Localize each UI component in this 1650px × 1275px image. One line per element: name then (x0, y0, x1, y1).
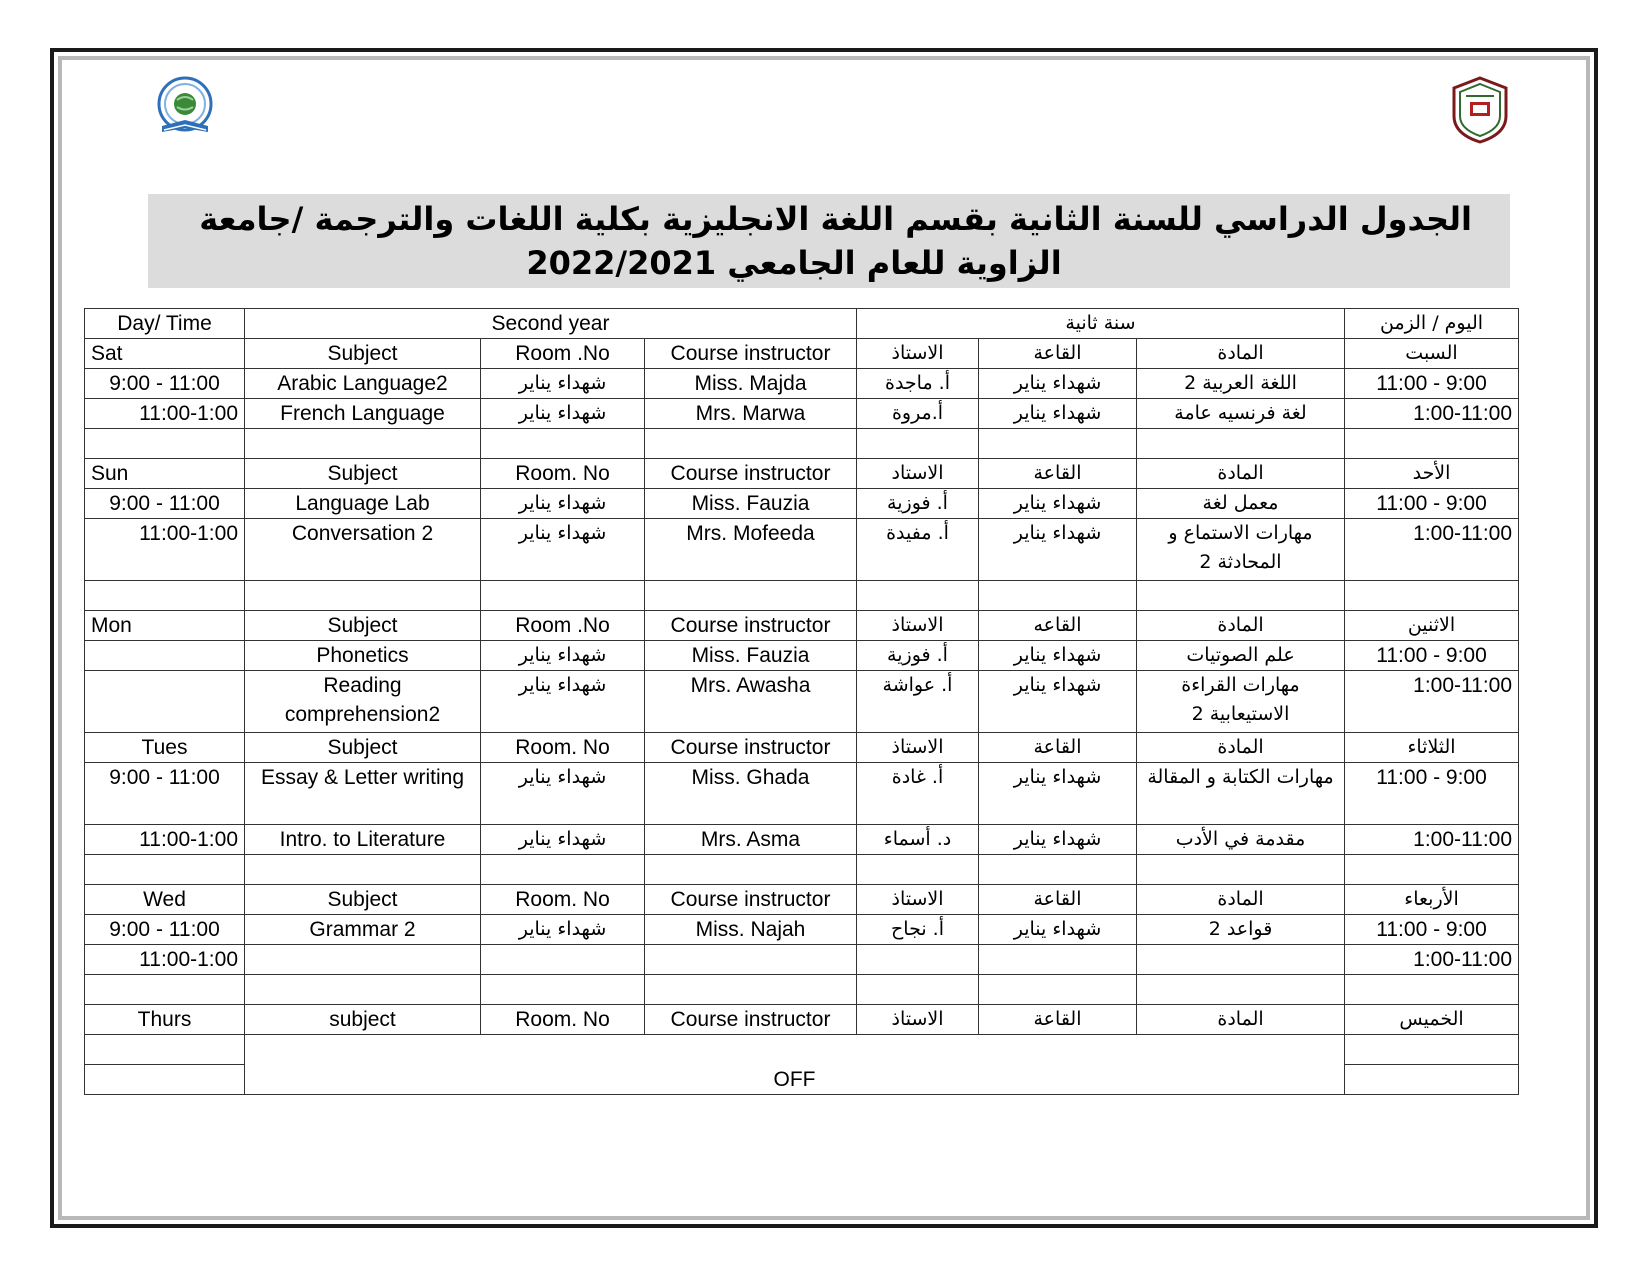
table-cell: 1:00-11:00 (1345, 945, 1519, 975)
table-cell: شهداء يناير (481, 915, 645, 945)
table-cell: شهداء يناير (481, 519, 645, 581)
table-cell: Course instructor (645, 611, 857, 641)
table-cell: Sat (85, 339, 245, 369)
day-header-row (85, 459, 1519, 489)
table-row (85, 915, 1519, 945)
table-cell (481, 945, 645, 975)
table-cell: Tues (85, 733, 245, 763)
title-line-1: الجدول الدراسي للسنة الثانية بقسم اللغة الانجليزية بكلية اللغات والترجمة /جامعة (199, 200, 1472, 238)
table-cell: القاعة (979, 733, 1137, 763)
table-cell: Course instructor (645, 885, 857, 915)
day-header-row (85, 339, 1519, 369)
table-row (85, 945, 1519, 975)
table-cell: شهداء يناير (481, 641, 645, 671)
table-cell: Course instructor (645, 459, 857, 489)
table-row (85, 763, 1519, 825)
table-cell: القاعة (979, 885, 1137, 915)
table-cell: 11:00 - 9:00 (1345, 489, 1519, 519)
title-line-2: الزاوية للعام الجامعي 2022/2021 (526, 244, 1062, 282)
table-cell: مهارات القراءة الاستيعابية 2 (1137, 671, 1345, 733)
schedule-table (84, 308, 1519, 1095)
table-cell: الأحد (1345, 459, 1519, 489)
table-cell: شهداء يناير (979, 519, 1137, 581)
table-cell: شهداء يناير (979, 489, 1137, 519)
table-cell: Miss. Najah (645, 915, 857, 945)
table-cell: Miss. Fauzia (645, 489, 857, 519)
table-cell (857, 945, 979, 975)
table-cell: Arabic Language2 (245, 369, 481, 399)
table-cell: الاستاذ (857, 611, 979, 641)
table-cell: أ. ماجدة (857, 369, 979, 399)
table-row (85, 519, 1519, 581)
table-cell: أ. عواشة (857, 671, 979, 733)
table-cell: Course instructor (645, 1005, 857, 1035)
table-cell: Phonetics (245, 641, 481, 671)
table-cell: Subject (245, 611, 481, 641)
table-cell (245, 945, 481, 975)
table-row (85, 825, 1519, 855)
header-cell: Day/ Time (85, 309, 245, 339)
table-cell: Room. No (481, 1005, 645, 1035)
table-cell: الخميس (1345, 1005, 1519, 1035)
table-cell: Mrs. Marwa (645, 399, 857, 429)
faculty-logo (150, 76, 220, 140)
table-cell: Mon (85, 611, 245, 641)
table-cell: Room .No (481, 611, 645, 641)
table-cell: Grammar 2 (245, 915, 481, 945)
table-cell: 1:00-11:00 (1345, 825, 1519, 855)
table-cell: 11:00 - 9:00 (1345, 915, 1519, 945)
table-cell: 9:00 - 11:00 (85, 763, 245, 825)
table-cell: شهداء يناير (979, 671, 1137, 733)
table-cell: قواعد 2 (1137, 915, 1345, 945)
table-cell: شهداء يناير (481, 489, 645, 519)
table-cell: شهداء يناير (481, 399, 645, 429)
table-cell: Intro. to Literature (245, 825, 481, 855)
header-cell: سنة ثانية (857, 309, 1345, 339)
table-header-row (85, 309, 1519, 339)
table-cell: Room. No (481, 459, 645, 489)
table-cell: القاعة (979, 339, 1137, 369)
table-cell (85, 671, 245, 733)
table-cell: شهداء يناير (979, 399, 1137, 429)
table-cell: السبت (1345, 339, 1519, 369)
table-cell: Mrs. Mofeeda (645, 519, 857, 581)
spacer-row (85, 975, 1519, 1005)
table-cell: شهداء يناير (979, 825, 1137, 855)
table-cell: 11:00-1:00 (85, 519, 245, 581)
table-cell: القاعه (979, 611, 1137, 641)
table-cell: Reading comprehension2 (245, 671, 481, 733)
table-cell: 11:00 - 9:00 (1345, 763, 1519, 825)
table-cell: أ. نجاح (857, 915, 979, 945)
table-cell (1345, 1035, 1519, 1065)
table-cell: شهداء يناير (481, 763, 645, 825)
table-cell: Miss. Ghada (645, 763, 857, 825)
table-cell: أ. غادة (857, 763, 979, 825)
table-cell: المادة (1137, 459, 1345, 489)
table-cell: الأربعاء (1345, 885, 1519, 915)
off-cell: OFF (245, 1035, 1345, 1095)
table-cell: القاعة (979, 459, 1137, 489)
table-cell: المادة (1137, 339, 1345, 369)
spacer-row (85, 855, 1519, 885)
header-cell: Second year (245, 309, 857, 339)
table-cell: اللغة العربية 2 (1137, 369, 1345, 399)
table-cell (1137, 945, 1345, 975)
table-cell: معمل لغة (1137, 489, 1345, 519)
table-row (85, 641, 1519, 671)
table-cell: Mrs. Asma (645, 825, 857, 855)
table-row (85, 489, 1519, 519)
table-cell (979, 945, 1137, 975)
table-cell: 9:00 - 11:00 (85, 915, 245, 945)
table-cell: شهداء يناير (481, 369, 645, 399)
table-cell: شهداء يناير (979, 915, 1137, 945)
table-cell: Subject (245, 733, 481, 763)
page-title (148, 194, 1510, 288)
table-cell: Miss. Fauzia (645, 641, 857, 671)
table-cell: المادة (1137, 1005, 1345, 1035)
table-cell: Thurs (85, 1005, 245, 1035)
table-cell: أ. مفيدة (857, 519, 979, 581)
table-cell: Subject (245, 459, 481, 489)
table-cell: الاستاذ (857, 339, 979, 369)
university-seal-logo (1452, 76, 1508, 144)
day-header-row (85, 733, 1519, 763)
table-cell: Room. No (481, 733, 645, 763)
table-cell: أ.مروة (857, 399, 979, 429)
table-row (85, 1035, 1519, 1065)
table-cell: شهداء يناير (481, 825, 645, 855)
table-cell: الاثنين (1345, 611, 1519, 641)
table-cell: 9:00 - 11:00 (85, 369, 245, 399)
table-cell: الثلاثاء (1345, 733, 1519, 763)
table-row (85, 369, 1519, 399)
table-cell: 11:00-1:00 (85, 825, 245, 855)
table-cell: أ. فوزية (857, 641, 979, 671)
table-cell: مهارات الكتابة و المقالة (1137, 763, 1345, 825)
table-cell: لغة فرنسيه عامة (1137, 399, 1345, 429)
day-header-row (85, 885, 1519, 915)
spacer-row (85, 429, 1519, 459)
header-cell: اليوم / الزمن (1345, 309, 1519, 339)
table-cell: مقدمة في الأدب (1137, 825, 1345, 855)
table-cell: الاستاذ (857, 1005, 979, 1035)
table-cell: الاستاذ (857, 885, 979, 915)
table-cell (85, 1035, 245, 1065)
table-cell: شهداء يناير (979, 763, 1137, 825)
table-cell: شهداء يناير (481, 671, 645, 733)
table-cell: أ. فوزية (857, 489, 979, 519)
table-row (85, 399, 1519, 429)
table-cell: Subject (245, 339, 481, 369)
table-cell: Course instructor (645, 733, 857, 763)
table-cell: Course instructor (645, 339, 857, 369)
table-cell: French Language (245, 399, 481, 429)
table-cell: Room .No (481, 339, 645, 369)
table-cell: الاستاذ (857, 733, 979, 763)
table-cell: subject (245, 1005, 481, 1035)
table-cell: Mrs. Awasha (645, 671, 857, 733)
table-cell: Conversation 2 (245, 519, 481, 581)
table-cell: د. أسماء (857, 825, 979, 855)
table-cell: المادة (1137, 885, 1345, 915)
table-cell: Sun (85, 459, 245, 489)
table-cell: Language Lab (245, 489, 481, 519)
table-cell: Essay & Letter writing (245, 763, 481, 825)
table-cell: المادة (1137, 733, 1345, 763)
table-cell: المادة (1137, 611, 1345, 641)
table-cell: 11:00 - 9:00 (1345, 641, 1519, 671)
day-header-row (85, 611, 1519, 641)
table-cell: 11:00 - 9:00 (1345, 369, 1519, 399)
table-cell: Miss. Majda (645, 369, 857, 399)
table-row (85, 671, 1519, 733)
table-cell (645, 945, 857, 975)
table-cell: شهداء يناير (979, 369, 1137, 399)
table-cell: مهارات الاستماع و المحادثة 2 (1137, 519, 1345, 581)
table-cell (1345, 1065, 1519, 1095)
table-cell: 11:00-1:00 (85, 945, 245, 975)
spacer-row (85, 581, 1519, 611)
table-cell: 1:00-11:00 (1345, 671, 1519, 733)
table-cell: 1:00-11:00 (1345, 399, 1519, 429)
table-cell: 1:00-11:00 (1345, 519, 1519, 581)
table-cell (85, 1065, 245, 1095)
table-cell: القاعة (979, 1005, 1137, 1035)
day-header-row (85, 1005, 1519, 1035)
table-cell: Room. No (481, 885, 645, 915)
table-cell (85, 641, 245, 671)
table-cell: 9:00 - 11:00 (85, 489, 245, 519)
table-cell: علم الصوتيات (1137, 641, 1345, 671)
table-cell: الاستاد (857, 459, 979, 489)
table-cell: شهداء يناير (979, 641, 1137, 671)
table-cell: 11:00-1:00 (85, 399, 245, 429)
table-cell: Wed (85, 885, 245, 915)
table-cell: Subject (245, 885, 481, 915)
